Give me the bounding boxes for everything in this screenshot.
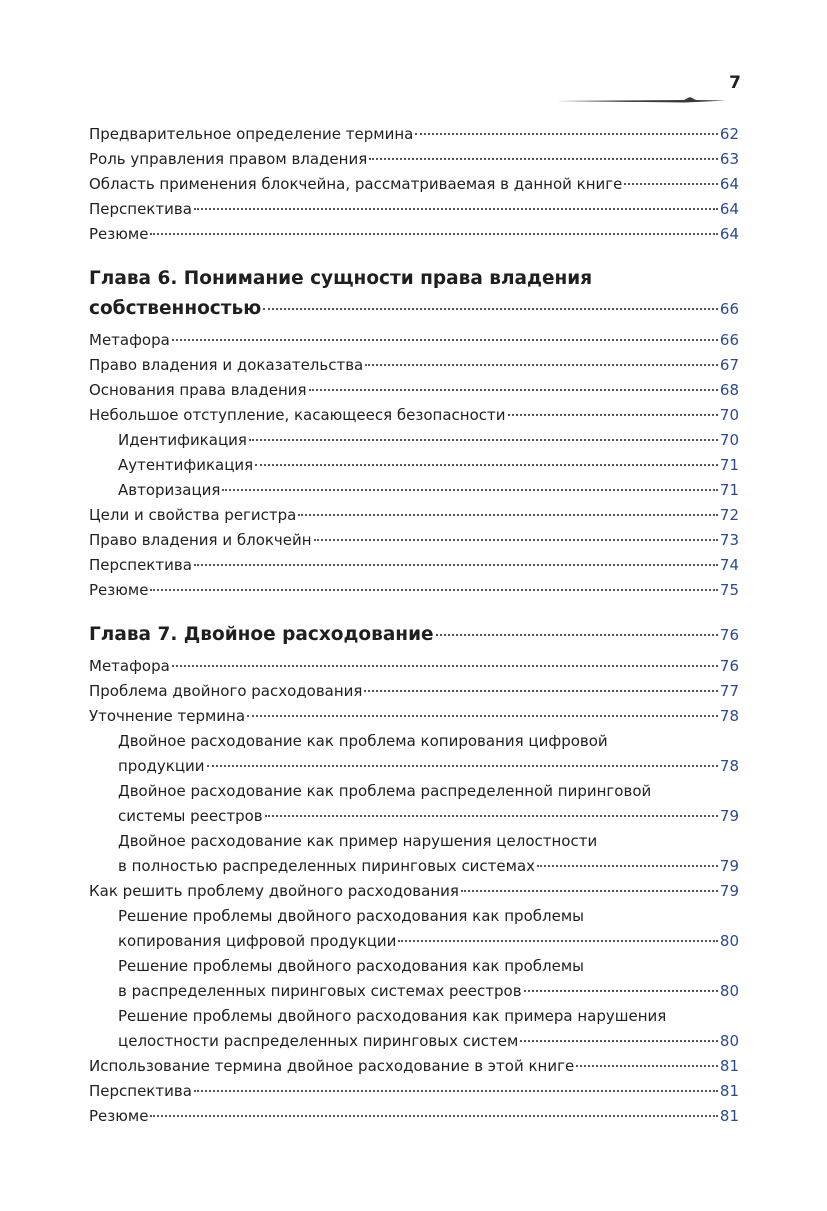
toc-entry[interactable]: Использование термина двойное расходование в этой книге 81 xyxy=(89,1053,739,1079)
toc-entry[interactable]: Основания права владения 68 xyxy=(89,377,739,403)
toc-subentry[interactable]: Двойное расходование как пример нарушения целостности в полностью распределенных пиринговых системах 79 xyxy=(118,828,739,878)
toc-subentry[interactable]: Решение проблемы двойного расходования как примера нарушения целостности распределенных пиринговых систем 80 xyxy=(118,1003,739,1053)
page-ref: 79 xyxy=(719,882,739,900)
toc-entry[interactable]: Роль управления правом владения 63 xyxy=(89,146,739,172)
dot-leader xyxy=(365,364,718,366)
dot-leader xyxy=(436,634,718,636)
dot-leader xyxy=(172,665,718,667)
dot-leader xyxy=(364,690,717,692)
dot-leader xyxy=(537,865,718,867)
dot-leader xyxy=(314,539,718,541)
page-ref: 66 xyxy=(719,300,739,318)
dot-leader xyxy=(150,233,717,235)
page-ref: 81 xyxy=(719,1057,739,1075)
page-ref: 79 xyxy=(719,807,739,825)
header-rule xyxy=(556,97,726,105)
page-ref: 72 xyxy=(719,506,739,524)
page-ref: 80 xyxy=(719,982,739,1000)
page-ref: 75 xyxy=(719,581,739,599)
toc-entry[interactable]: Метафора 76 xyxy=(89,653,739,679)
toc-entry[interactable]: Область применения блокчейна, рассматриваемая в данной книге 64 xyxy=(89,171,739,197)
toc-subentry[interactable]: Аутентификация 71 xyxy=(118,452,739,478)
page-ref: 64 xyxy=(719,200,739,218)
page-ref: 66 xyxy=(719,331,739,349)
dot-leader xyxy=(415,133,718,135)
toc-entry[interactable]: Метафора 66 xyxy=(89,327,739,353)
page-ref: 62 xyxy=(719,125,739,143)
dot-leader xyxy=(247,715,718,717)
chapter-7-heading[interactable]: Глава 7. Двойное расходование 76 xyxy=(89,620,739,650)
page-ref: 73 xyxy=(719,531,739,549)
dot-leader xyxy=(207,765,718,767)
page-ref: 81 xyxy=(719,1107,739,1125)
page-ref: 80 xyxy=(719,932,739,950)
page-ref: 71 xyxy=(719,481,739,499)
toc-entry[interactable]: Проблема двойного расходования 77 xyxy=(89,678,739,704)
chapter-6-heading[interactable]: Глава 6. Понимание сущности права владения собственностью 66 xyxy=(89,266,739,322)
toc-entry[interactable]: Небольшое отступление, касающееся безопасности 70 xyxy=(89,402,739,428)
page-ref: 78 xyxy=(719,757,739,775)
dot-leader xyxy=(461,890,718,892)
toc-entry[interactable]: Уточнение термина 78 xyxy=(89,703,739,729)
toc-subentry[interactable]: Решение проблемы двойного расходования как проблемы копирования цифровой продукции 80 xyxy=(118,903,739,953)
dot-leader xyxy=(624,183,718,185)
toc-subentry[interactable]: Решение проблемы двойного расходования как проблемы в распределенных пиринговых системах реестров 80 xyxy=(118,953,739,1003)
dot-leader xyxy=(298,514,718,516)
toc-entry[interactable]: Право владения и доказательства 67 xyxy=(89,352,739,378)
page-ref: 68 xyxy=(719,381,739,399)
dot-leader xyxy=(249,439,718,441)
page-ref: 71 xyxy=(719,456,739,474)
page-ref: 67 xyxy=(719,356,739,374)
page-ref: 64 xyxy=(719,175,739,193)
dot-leader xyxy=(520,1040,718,1042)
page-ref: 70 xyxy=(719,406,739,424)
dot-leader xyxy=(194,564,718,566)
toc-subentry[interactable]: Идентификация 70 xyxy=(118,427,739,453)
page-ref: 77 xyxy=(719,682,739,700)
dot-leader xyxy=(194,208,718,210)
dot-leader xyxy=(576,1065,718,1067)
dot-leader xyxy=(309,389,718,391)
toc-entry[interactable]: Резюме 75 xyxy=(89,577,739,603)
dot-leader xyxy=(265,815,718,817)
dot-leader xyxy=(255,464,718,466)
dot-leader xyxy=(398,940,717,942)
toc-entry[interactable]: Перспектива 74 xyxy=(89,552,739,578)
page-ref: 78 xyxy=(719,707,739,725)
page-ref: 64 xyxy=(719,225,739,243)
dot-leader xyxy=(172,339,718,341)
page-ref: 74 xyxy=(719,556,739,574)
page-ref: 70 xyxy=(719,431,739,449)
dot-leader xyxy=(508,414,718,416)
page-ref: 63 xyxy=(719,150,739,168)
toc-subentry[interactable]: Двойное расходование как проблема распределенной пиринговой системы реестров 79 xyxy=(118,778,739,828)
dot-leader xyxy=(150,1115,717,1117)
toc-entry[interactable]: Резюме 64 xyxy=(89,221,739,247)
dot-leader xyxy=(194,1090,718,1092)
toc-subentry[interactable]: Двойное расходование как проблема копирования цифровой продукции 78 xyxy=(118,728,739,778)
page-number: 7 xyxy=(729,73,741,93)
page-ref: 76 xyxy=(719,626,739,644)
dot-leader xyxy=(369,158,718,160)
toc-entry[interactable]: Перспектива 64 xyxy=(89,196,739,222)
toc-subentry[interactable]: Авторизация 71 xyxy=(118,477,739,503)
toc-entry[interactable]: Как решить проблему двойного расходования 79 xyxy=(89,878,739,904)
toc-entry[interactable]: Перспектива 81 xyxy=(89,1078,739,1104)
toc-entry[interactable]: Цели и свойства регистра 72 xyxy=(89,502,739,528)
page-ref: 81 xyxy=(719,1082,739,1100)
dot-leader xyxy=(524,990,718,992)
toc-entry[interactable]: Право владения и блокчейн 73 xyxy=(89,527,739,553)
page-ref: 80 xyxy=(719,1032,739,1050)
dot-leader xyxy=(263,308,718,310)
page-ref: 76 xyxy=(719,657,739,675)
toc-entry[interactable]: Резюме 81 xyxy=(89,1103,739,1129)
toc-entry[interactable]: Предварительное определение термина 62 xyxy=(89,121,739,147)
dot-leader xyxy=(150,589,717,591)
page-ref: 79 xyxy=(719,857,739,875)
dot-leader xyxy=(222,489,717,491)
